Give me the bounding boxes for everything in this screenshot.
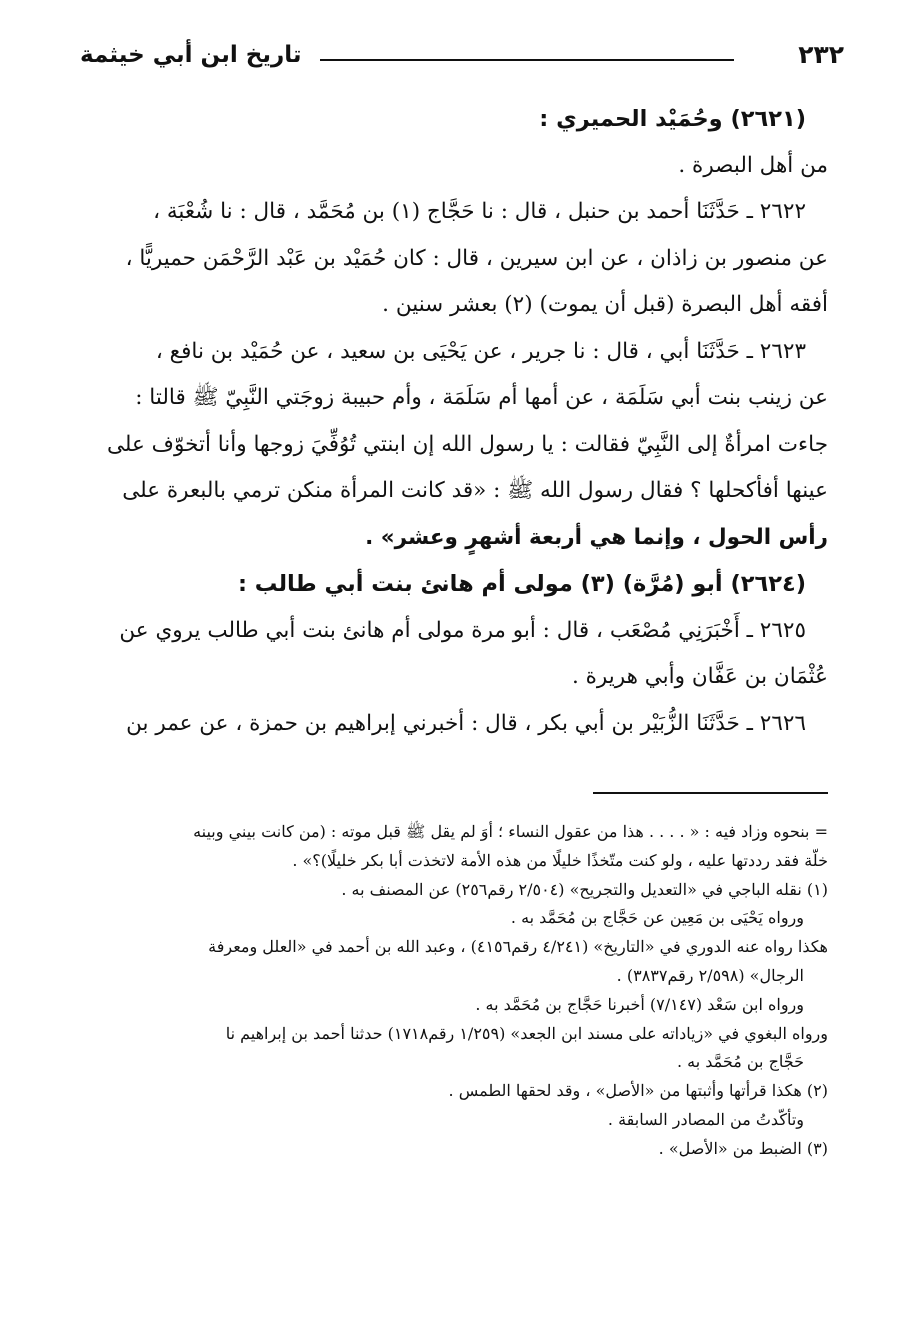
footnote-separator [593, 792, 828, 794]
footnote-line: الرجال» (٢/٥٩٨ رقم٣٨٣٧) . [616, 965, 804, 985]
text-line: عُثْمَان بن عَفَّان وأبي هريرة . [571, 664, 828, 689]
quote-line: رأس الحول ، وإنما هي أربعة أشهرٍ وعشر» . [365, 524, 828, 550]
footnotes [80, 818, 828, 1164]
page-number: ٢٣٢ [798, 40, 844, 69]
footnote-line: (١) نقله الباجي في «التعديل والتجريح» (٢/٥٠٤ رقم٢٥٦) عن المصنف به . [341, 879, 828, 899]
footnote-line: وتأكّدتُ من المصادر السابقة . [607, 1109, 804, 1129]
entry-heading: (٢٦٢٤) أبو (مُرَّة) (٣) مولى أم هانئ بنت أبي طالب : [237, 571, 806, 597]
entry-heading: (٢٦٢١) وحُمَيْد الحميري : [539, 106, 806, 132]
text-line: عينها أفأكحلها ؟ فقال رسول الله ﷺ : «قد كانت المرأة منكن ترمي بالبعرة على [122, 478, 828, 503]
footnote-line: هكذا رواه عنه الدوري في «التاريخ» (٤/٢٤١ رقم٤١٥٦) ، وعبد الله بن أحمد في «العلل ومعرفة [208, 937, 828, 957]
header-rule [320, 59, 734, 61]
running-title: تاريخ ابن أبي خيثمة [80, 42, 302, 68]
footnote-line: ورواه البغوي في «زياداته على مسند ابن الجعد» (١/٢٥٩ رقم١٧١٨) حدثنا أحمد بن إبراهيم نا [225, 1023, 828, 1043]
footnote-line: خلّة فقد رددتها عليه ، ولو كنت متّخذًا خليلًا من هذه الأمة لاتخذت أبا بكر خليلًا)؟» . [292, 850, 828, 870]
page-header [80, 38, 844, 78]
hadith-line: ٢٦٢٥ ـ أَخْبَرَنِي مُصْعَب ، قال : أبو مرة مولى أم هانئ بنت أبي طالب يروي عن [119, 617, 806, 643]
footnote-line: = بنحوه وزاد فيه : « . . . . هذا من عقول النساء ؛ أوَ لم يقل ﷺ قبل موته : (من كانت بيني وبينه [193, 822, 828, 841]
text-line: من أهل البصرة . [678, 152, 828, 178]
text-line: جاءت امرأةٌ إلى النَّبِيّ فقالت : يا رسول الله إن ابنتي تُوُفِّيَ زوجها وأنا أتخوّف على [106, 431, 828, 457]
hadith-line: ٢٦٢٣ ـ حَدَّثَنَا أبي ، قال : نا جرير ، عن يَحْيَى بن سعيد ، عن حُمَيْد بن نافع ، [155, 338, 806, 364]
footnote-line: (٢) هكذا قرأتها وأثبتها من «الأصل» ، وقد لحقها الطمس . [448, 1081, 828, 1101]
footnote-line: حَجَّاج بن مُحَمَّد به . [676, 1052, 804, 1072]
hadith-line: ٢٦٢٦ ـ حَدَّثَنَا الزُّبَيْر بن أبي بكر ، قال : أخبرني إبراهيم بن حمزة ، عن عمر بن [126, 710, 806, 736]
text-line: أفقه أهل البصرة (قبل أن يموت) (٢) بعشر سنين . [382, 292, 828, 317]
hadith-line: ٢٦٢٢ ـ حَدَّثَنَا أحمد بن حنبل ، قال : نا حَجَّاج (١) بن مُحَمَّد ، قال : نا شُعْبَة ، [153, 199, 806, 224]
text-line: عن منصور بن زاذان ، عن ابن سيرين ، قال : كان حُمَيْد بن عَبْد الرَّحْمَن حميريًّا ، [125, 245, 828, 271]
text-line: عن زينب بنت أبي سَلَمَة ، عن أمها أم سَلَمَة ، وأم حبيبة زوجَتي النَّبِيّ ﷺ قالتا : [135, 385, 828, 410]
footnote-line: ورواه ابن سَعْد (٧/١٤٧) أخبرنا حَجَّاج بن مُحَمَّد به . [475, 994, 804, 1014]
footnote-line: ورواه يَحْيَى بن مَعِين عن حَجَّاج بن مُحَمَّد به . [510, 908, 804, 928]
main-text [80, 96, 828, 747]
footnote-line: (٣) الضبط من «الأصل» . [658, 1138, 828, 1158]
